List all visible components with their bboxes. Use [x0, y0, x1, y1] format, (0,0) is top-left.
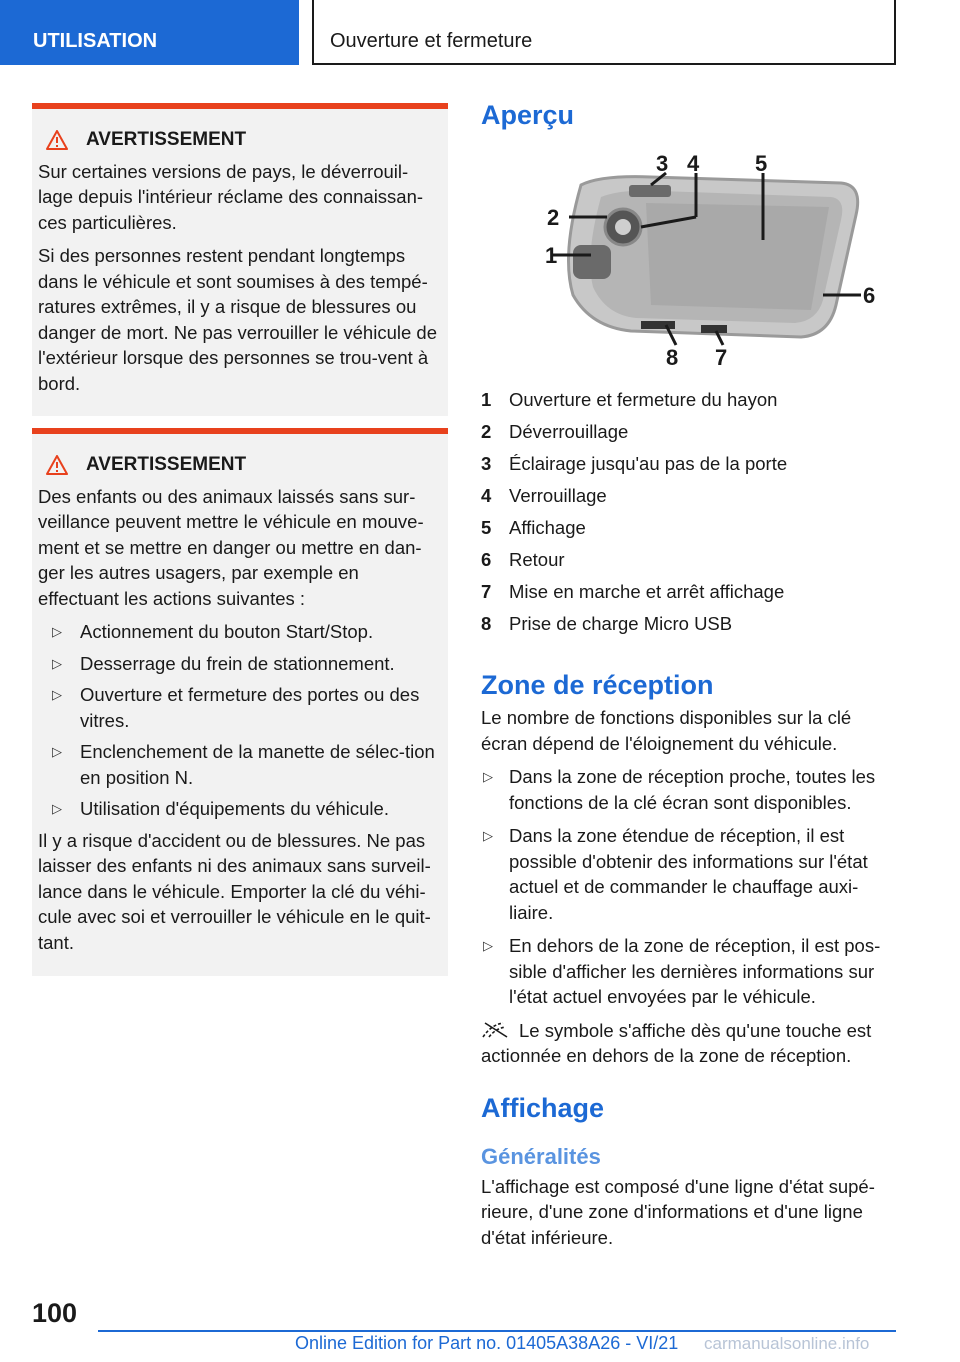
bullet-triangle-icon: ▷ [52, 744, 62, 759]
out-of-range-signal-icon [481, 1021, 513, 1039]
bullet-triangle-icon: ▷ [483, 769, 493, 784]
warning-paragraph: Sur certaines versions de pays, le déverrouil-lage depuis l'intérieur réclame des connaissan-ces particulières. [38, 160, 424, 233]
warning-title [38, 452, 438, 478]
bullet-triangle-icon: ▷ [52, 687, 62, 702]
section-title-affichage: Affichage [481, 1092, 605, 1123]
list-item: ▷ Dans la zone de réception proche, toutes les fonctions de la clé écran sont disponibles. [483, 766, 876, 813]
callout-3: 3 [656, 151, 669, 176]
page-number: 100 [32, 1298, 78, 1328]
callout-6: 6 [863, 283, 876, 308]
list-item: 7 Mise en marche et arrêt affichage [481, 581, 785, 602]
list-item: 2 Déverrouillage [481, 421, 629, 442]
callout-2: 2 [547, 205, 560, 230]
warning-triangle-icon [46, 130, 68, 150]
watermark-text: carmanualsonline.info [704, 1334, 870, 1353]
warning-paragraph: Si des personnes restent pendant longtemps dans le véhicule et sont soumises à des tempé-ratures extrêmes, il y a risque de blessures ou danger de mort. Ne pas verrouiller le véhicule de l'extérieur lorsque des personnes se trou-vent à bord. [38, 245, 437, 394]
callout-4: 4 [687, 151, 700, 176]
list-item: ▷ Enclenchement de la manette de sélec-tion en position N. [52, 741, 435, 788]
reception-intro: Le nombre de fonctions disponibles sur la clé écran dépend de l'éloignement du véhicule. [481, 707, 852, 754]
list-item: ▷ Ouverture et fermeture des portes ou des vitres. [52, 684, 420, 731]
footer-edition: Online Edition for Part no. 01405A38A26 - VI/21 [295, 1333, 679, 1353]
bullet-triangle-icon: ▷ [52, 801, 62, 816]
warning-intro: Des enfants ou des animaux laissés sans sur-veillance peuvent mettre le véhicule en mouve-ment et se mettre en danger ou mettre en dan-ger les autres usagers, par exemple en effectuant les actions suivantes : [38, 485, 424, 609]
section-title-apercu: Aperçu [481, 100, 575, 130]
bullet-triangle-icon: ▷ [483, 938, 493, 953]
list-item: ▷ Utilisation d'équipements du véhicule. [38, 796, 438, 822]
right-column [481, 100, 893, 1250]
list-item: 3 Éclairage jusqu'au pas de la porte [481, 453, 788, 474]
display-text: L'affichage est composé d'une ligne d'état supé-rieure, d'une zone d'informations et d'une ligne d'état inférieure. [481, 1175, 875, 1248]
component-list [481, 384, 893, 640]
warning-title-text: AVERTISSEMENT [86, 454, 247, 475]
list-item: 1 Ouverture et fermeture du hayon [481, 389, 778, 410]
warning-action-list [38, 619, 438, 822]
footer-rule [98, 1330, 896, 1332]
list-item: ▷ Dans la zone étendue de réception, il est possible d'obtenir des informations sur l'état actuel et de commander le chauffage auxi-liaire. [483, 825, 868, 923]
reception-note: Le symbole s'affiche dès qu'une touche est actionnée en dehors de la zone de réception. [481, 1019, 872, 1066]
warning-title-text: AVERTISSEMENT [86, 129, 247, 150]
subsection-title-generalites: Généralités [481, 1143, 601, 1169]
callout-5: 5 [755, 151, 768, 176]
callout-1: 1 [545, 243, 558, 268]
warning-box-1 [32, 103, 448, 416]
callout-7: 7 [715, 345, 728, 367]
list-item: ▷ Actionnement du bouton Start/Stop. [38, 619, 438, 645]
reception-list [481, 764, 893, 1010]
warning-triangle-icon [46, 455, 68, 475]
warning-box-2 [32, 428, 448, 976]
warning-outro: Il y a risque d'accident ou de blessures. Ne pas laisser des enfants ni des animaux sans surveil-lance dans le véhicule. Emporter la clé du véhi-cule avec soi et verrouiller le véhicule en le quit-tant. [38, 829, 431, 953]
warning-title [38, 127, 438, 153]
bullet-triangle-icon: ▷ [52, 655, 62, 671]
list-item: 4 Verrouillage [481, 485, 607, 506]
list-item: 6 Retour [481, 549, 565, 570]
list-item: ▷ Desserrage du frein de stationnement. [38, 651, 438, 677]
bullet-triangle-icon: ▷ [483, 828, 493, 843]
section-title-reception: Zone de réception [481, 670, 714, 700]
list-item: ▷ En dehors de la zone de réception, il est pos-sible d'afficher les dernières informations sur l'état actuel envoyées par le véhicule. [483, 935, 881, 1007]
bullet-triangle-icon: ▷ [52, 624, 62, 639]
display-key-illustration [511, 145, 891, 367]
list-item: 8 Prise de charge Micro USB [481, 613, 733, 634]
header-chapter-title: Ouverture et fermeture [312, 0, 896, 65]
list-item: 5 Affichage [481, 517, 586, 538]
callout-8: 8 [666, 345, 679, 367]
header-section-tab: UTILISATION [0, 0, 299, 65]
